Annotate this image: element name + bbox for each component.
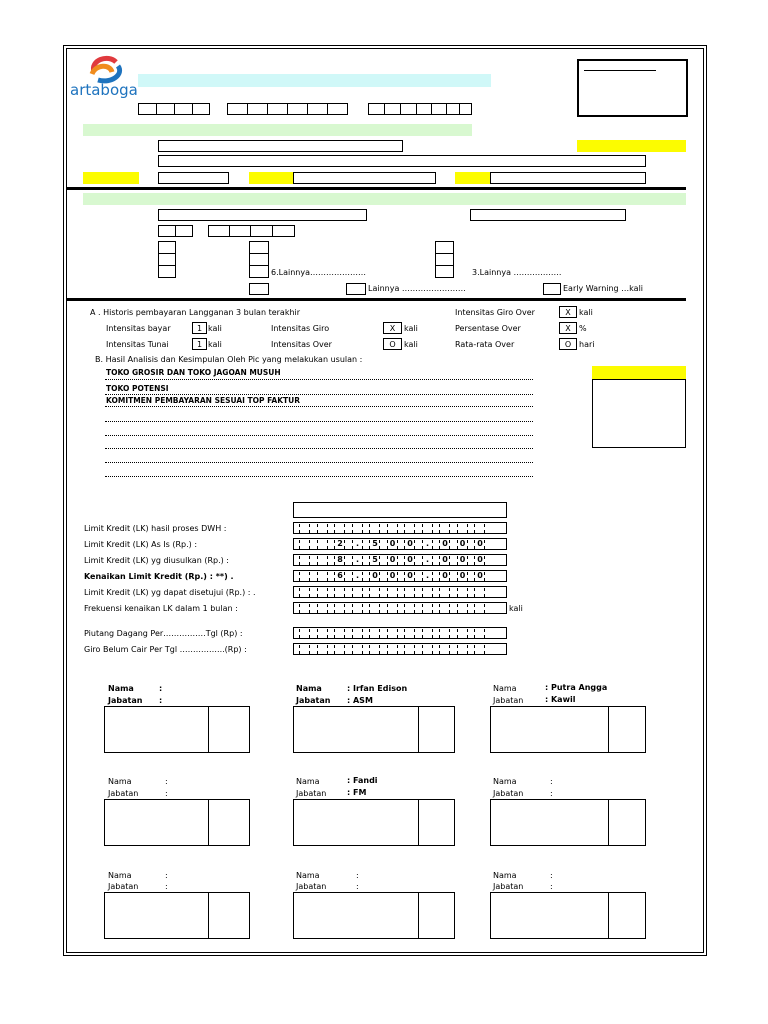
rata-over-unit: hari [579, 340, 595, 349]
code-box-3[interactable] [368, 103, 472, 115]
approval-box [592, 379, 686, 448]
stamp-line [584, 70, 656, 71]
digit-separator [327, 604, 328, 613]
analysis-heading: B. Hasil Analisis dan Kesimpulan Oleh Pic yang melakukan usulan : [95, 355, 363, 364]
frekuensi-field[interactable] [293, 602, 507, 614]
section-bar-1 [83, 124, 472, 136]
limit-disetujui-field[interactable] [293, 586, 507, 598]
company-logo [68, 52, 142, 100]
digit-separator [344, 629, 345, 638]
digit-separator [414, 629, 415, 638]
digit-cell: . [355, 539, 360, 548]
digit-separator [484, 629, 485, 638]
digit-separator [422, 645, 423, 654]
section-divider-1 [66, 187, 686, 190]
digit-separator [484, 645, 485, 654]
digit-separator [299, 604, 300, 613]
section-bar-2 [83, 193, 686, 205]
digit-separator [317, 629, 318, 638]
sig1-jabatan-value: : [159, 696, 163, 705]
digit-cell: 0 [442, 539, 448, 548]
limit-diusulkan-label: Limit Kredit (LK) yg diusulkan (Rp.) : [84, 556, 229, 565]
digit-separator [404, 604, 405, 613]
digit-separator [309, 604, 310, 613]
digit-separator [299, 572, 300, 581]
frekuensi-unit: kali [509, 604, 523, 613]
digit-separator [352, 524, 353, 533]
analysis-line-6[interactable] [105, 435, 533, 449]
digit-separator [414, 645, 415, 654]
checkbox-lainnya[interactable] [346, 283, 366, 295]
digit-separator [449, 604, 450, 613]
digit-separator [484, 524, 485, 533]
sig5-box[interactable] [293, 799, 455, 846]
digit-cell: 0 [459, 555, 466, 564]
digit-cell: 2 [337, 539, 343, 548]
checkbox-col-2[interactable] [249, 241, 269, 278]
sig1-nama-label: Nama [108, 684, 134, 693]
int-bayar-label: Intensitas bayar [106, 324, 171, 333]
sig7-nama-label: Nama [108, 871, 132, 880]
rata-over-value[interactable]: O [559, 338, 577, 350]
digit-separator [404, 645, 405, 654]
sig1-jabatan-label: Jabatan [108, 696, 143, 705]
digit-separator [299, 645, 300, 654]
sig7-nama-value: : [165, 871, 168, 880]
digit-separator [467, 588, 468, 597]
digit-separator [484, 604, 485, 613]
sig2-nama-label: Nama [296, 684, 322, 693]
field-pair-2[interactable] [208, 225, 295, 237]
sig2-jabatan-label: Jabatan [296, 696, 331, 705]
digit-separator [334, 604, 335, 613]
sig5-jabatan-label: Jabatan [296, 789, 327, 798]
field-pair-1[interactable] [158, 225, 193, 237]
code-box-2[interactable] [227, 103, 348, 115]
rata-over-label: Rata-rata Over [455, 340, 515, 349]
digit-separator [369, 588, 370, 597]
sig9-box[interactable] [490, 892, 646, 939]
int-giro-over-value[interactable]: X [559, 306, 577, 318]
digit-separator [344, 588, 345, 597]
digit-separator [467, 645, 468, 654]
digit-separator [457, 524, 458, 533]
limit-dwh-field[interactable] [293, 522, 507, 534]
digit-cell: 0 [477, 555, 483, 564]
digit-separator [352, 629, 353, 638]
checkbox-col-3[interactable] [435, 241, 454, 278]
digit-cell: 8 [337, 555, 343, 564]
digit-separator [397, 524, 398, 533]
digit-separator [334, 524, 335, 533]
digit-separator [334, 629, 335, 638]
sig4-box[interactable] [104, 799, 250, 846]
limit-diusulkan-field[interactable] [293, 554, 507, 566]
digit-separator [387, 604, 388, 613]
option-early-warning: Early Warning …kali [563, 284, 644, 293]
approval-highlight [592, 366, 686, 379]
piutang-label: Piutang Dagang Per…………….Tgl (Rp) : [84, 629, 243, 638]
sig6-jabatan-label: Jabatan [493, 789, 524, 798]
digit-cell: 0 [389, 539, 396, 548]
sig3-jabatan-label: Jabatan [493, 696, 524, 705]
digit-cell: 0 [477, 571, 483, 580]
digit-cell: . [425, 571, 430, 580]
digit-separator [362, 588, 363, 597]
sig3-nama-value: : Putra Angga [545, 683, 608, 692]
analysis-line-3[interactable] [105, 393, 533, 407]
int-giro-over-label: Intensitas Giro Over [455, 308, 535, 317]
int-over-unit: kali [404, 340, 418, 349]
digit-separator [467, 629, 468, 638]
int-tunai-unit: kali [208, 340, 222, 349]
digit-separator [432, 629, 433, 638]
field-small-1[interactable] [158, 172, 229, 184]
digit-separator [397, 604, 398, 613]
digit-separator [344, 645, 345, 654]
digit-separator [467, 524, 468, 533]
limit-dwh-label: Limit Kredit (LK) hasil proses DWH : [84, 524, 227, 533]
sig5-nama-label: Nama [296, 777, 320, 786]
option-lainnya: Lainnya …………………… [368, 284, 466, 293]
digit-separator [432, 524, 433, 533]
digit-separator [299, 540, 300, 549]
analysis-line-1[interactable] [105, 366, 533, 380]
section-divider-2 [66, 298, 686, 301]
digit-separator [414, 604, 415, 613]
digit-separator [327, 572, 328, 581]
giro-label: Giro Belum Cair Per Tgl ……………..(Rp) : [84, 645, 247, 654]
digit-separator [299, 629, 300, 638]
digit-separator [309, 572, 310, 581]
form-title-bar [138, 74, 491, 87]
persen-over-value[interactable]: X [559, 322, 577, 334]
int-giro-label: Intensitas Giro [271, 324, 330, 333]
int-giro-over-unit: kali [579, 308, 593, 317]
limit-header-box [293, 502, 507, 518]
digit-separator [379, 645, 380, 654]
digit-separator [457, 629, 458, 638]
digit-separator [317, 524, 318, 533]
sig2-nama-value: : Irfan Edison [347, 684, 408, 693]
digit-separator [327, 556, 328, 565]
digit-separator [397, 629, 398, 638]
sig9-nama-value: : [550, 871, 553, 880]
digit-separator [457, 604, 458, 613]
digit-separator [474, 588, 475, 597]
digit-separator [327, 540, 328, 549]
sig8-nama-label: Nama [296, 871, 320, 880]
sig8-jabatan-label: Jabatan [296, 882, 327, 891]
limit-kenaikan-field[interactable] [293, 570, 507, 582]
field-address[interactable] [158, 155, 646, 167]
sig3-box[interactable] [490, 706, 646, 753]
digit-cell: 0 [477, 539, 483, 548]
digit-separator [404, 524, 405, 533]
digit-separator [439, 645, 440, 654]
sig8-box[interactable] [293, 892, 455, 939]
digit-cell: 0 [407, 571, 413, 580]
digit-separator [327, 645, 328, 654]
digit-separator [432, 588, 433, 597]
digit-separator [422, 629, 423, 638]
option-lainnya-3: 3.Lainnya ……………… [472, 268, 562, 277]
digit-cell: 0 [407, 539, 413, 548]
limit-kenaikan-label: Kenaikan Limit Kredit (Rp.) : **) . [84, 572, 234, 581]
digit-separator [387, 524, 388, 533]
digit-separator [369, 629, 370, 638]
frekuensi-label: Frekuensi kenaikan LK dalam 1 bulan : [84, 604, 238, 613]
digit-separator [379, 604, 380, 613]
code-box-1[interactable] [138, 103, 210, 115]
digit-separator [474, 604, 475, 613]
digit-cell: 0 [389, 555, 396, 564]
sig8-jabatan-value: : [356, 882, 359, 891]
digit-separator [387, 588, 388, 597]
int-tunai-label: Intensitas Tunai [106, 340, 169, 349]
digit-separator [449, 645, 450, 654]
digit-separator [422, 588, 423, 597]
checkbox-early-warning[interactable] [543, 283, 561, 295]
digit-separator [449, 629, 450, 638]
digit-separator [309, 645, 310, 654]
analysis-text-3: KOMITMEN PEMBAYARAN SESUAI TOP FAKTUR [106, 396, 301, 405]
piutang-field[interactable] [293, 627, 507, 639]
sig6-nama-value: : [550, 777, 553, 786]
digit-separator [404, 629, 405, 638]
sig7-jabatan-label: Jabatan [108, 882, 139, 891]
digit-cell: 5 [372, 555, 378, 564]
digit-separator [387, 629, 388, 638]
digit-separator [414, 524, 415, 533]
digit-cell: . [425, 555, 430, 564]
digit-separator [334, 588, 335, 597]
digit-cell: 6 [337, 571, 343, 580]
digit-separator [484, 588, 485, 597]
digit-separator [317, 588, 318, 597]
int-giro-value[interactable]: X [383, 322, 402, 334]
digit-separator [317, 645, 318, 654]
digit-cell: 0 [442, 555, 448, 564]
digit-separator [309, 629, 310, 638]
digit-separator [379, 588, 380, 597]
digit-separator [474, 524, 475, 533]
sig9-jabatan-value: : [550, 882, 553, 891]
highlight-label-2 [249, 172, 293, 184]
analysis-text-1: TOKO GROSIR DAN TOKO JAGOAN MUSUH [106, 368, 281, 377]
checkbox-extra[interactable] [249, 283, 269, 295]
digit-separator [327, 629, 328, 638]
int-giro-unit: kali [404, 324, 418, 333]
sig1-nama-value: : [159, 684, 163, 693]
digit-separator [352, 645, 353, 654]
digit-separator [362, 604, 363, 613]
digit-separator [439, 629, 440, 638]
sig4-nama-label: Nama [108, 777, 132, 786]
analysis-line-8[interactable] [105, 463, 533, 477]
digit-separator [309, 588, 310, 597]
logo-text: artaboga [70, 81, 138, 99]
digit-separator [397, 645, 398, 654]
digit-separator [414, 588, 415, 597]
digit-cell: 5 [372, 539, 378, 548]
digit-separator [369, 604, 370, 613]
sig6-jabatan-value: : [550, 789, 553, 798]
analysis-line-5[interactable] [105, 422, 533, 436]
digit-separator [449, 524, 450, 533]
int-over-value[interactable]: O [383, 338, 402, 350]
digit-separator [299, 556, 300, 565]
digit-separator [432, 645, 433, 654]
digit-cell: 0 [372, 571, 378, 580]
persen-over-unit: % [579, 324, 587, 333]
digit-separator [299, 588, 300, 597]
field-name[interactable] [158, 140, 403, 152]
digit-separator [439, 604, 440, 613]
digit-separator [369, 645, 370, 654]
sig4-nama-value: : [165, 777, 168, 786]
digit-separator [334, 645, 335, 654]
analysis-text-2: TOKO POTENSI [106, 384, 169, 393]
field-long-2[interactable] [470, 209, 626, 221]
limit-asis-label: Limit Kredit (LK) As Is (Rp.) : [84, 540, 198, 549]
digit-separator [309, 524, 310, 533]
persen-over-label: Persentase Over [455, 324, 521, 333]
digit-cell: . [425, 539, 430, 548]
highlight-label-1 [83, 172, 139, 184]
digit-separator [379, 629, 380, 638]
checkbox-col-1[interactable] [158, 241, 176, 278]
digit-separator [474, 629, 475, 638]
highlight-code [577, 140, 686, 152]
digit-cell: . [355, 555, 360, 564]
digit-separator [309, 556, 310, 565]
digit-cell: 0 [459, 571, 466, 580]
digit-separator [449, 588, 450, 597]
digit-separator [369, 524, 370, 533]
digit-separator [309, 540, 310, 549]
sig6-nama-label: Nama [493, 777, 517, 786]
sig2-box[interactable] [293, 706, 455, 753]
digit-cell: 0 [389, 571, 396, 580]
limit-disetujui-label: Limit Kredit (LK) yg dapat disetujui (Rp.) : . [84, 588, 256, 597]
sig6-box[interactable] [490, 799, 646, 846]
digit-cell: . [355, 571, 360, 580]
digit-separator [439, 588, 440, 597]
digit-separator [344, 524, 345, 533]
sig1-box[interactable] [104, 706, 250, 753]
digit-separator [299, 524, 300, 533]
digit-separator [362, 629, 363, 638]
digit-separator [474, 645, 475, 654]
sig7-box[interactable] [104, 892, 250, 939]
int-bayar-value[interactable]: 1 [192, 322, 207, 334]
digit-separator [317, 604, 318, 613]
analysis-line-7[interactable] [105, 449, 533, 463]
sig7-jabatan-value: : [165, 882, 168, 891]
sig8-nama-value: : [356, 871, 359, 880]
sig2-jabatan-value: : ASM [347, 696, 373, 705]
option-lainnya-6: 6.Lainnya………………… [271, 268, 366, 277]
sig9-jabatan-label: Jabatan [493, 882, 524, 891]
field-medium-1[interactable] [293, 172, 436, 184]
highlight-label-3 [455, 172, 490, 184]
field-medium-2[interactable] [490, 172, 646, 184]
digit-separator [317, 572, 318, 581]
digit-separator [422, 524, 423, 533]
digit-cell: 0 [459, 539, 466, 548]
sig3-jabatan-value: : Kawil [545, 695, 576, 704]
digit-separator [327, 524, 328, 533]
int-bayar-unit: kali [208, 324, 222, 333]
field-long-1[interactable] [158, 209, 367, 221]
sig4-jabatan-label: Jabatan [108, 789, 139, 798]
digit-separator [457, 588, 458, 597]
digit-separator [317, 540, 318, 549]
limit-asis-field[interactable] [293, 538, 507, 550]
sig5-jabatan-value: : FM [347, 788, 367, 797]
sig9-nama-label: Nama [493, 871, 517, 880]
digit-separator [379, 524, 380, 533]
digit-separator [327, 588, 328, 597]
historis-heading: A . Historis pembayaran Langganan 3 bulan terakhir [90, 308, 301, 317]
digit-separator [344, 604, 345, 613]
digit-separator [439, 524, 440, 533]
sig4-jabatan-value: : [165, 789, 168, 798]
stamp-box [577, 59, 688, 117]
digit-separator [467, 604, 468, 613]
sig5-nama-value: : Fandi [347, 776, 378, 785]
digit-cell: 0 [442, 571, 448, 580]
digit-separator [352, 588, 353, 597]
digit-separator [422, 604, 423, 613]
digit-separator [457, 645, 458, 654]
analysis-line-4[interactable] [105, 408, 533, 422]
sig3-nama-label: Nama [493, 684, 517, 693]
digit-separator [432, 604, 433, 613]
digit-separator [362, 524, 363, 533]
digit-cell: 0 [407, 555, 413, 564]
giro-field[interactable] [293, 643, 507, 655]
digit-separator [397, 588, 398, 597]
digit-separator [387, 645, 388, 654]
digit-separator [404, 588, 405, 597]
int-over-label: Intensitas Over [271, 340, 332, 349]
int-tunai-value[interactable]: 1 [192, 338, 207, 350]
digit-separator [362, 645, 363, 654]
digit-separator [352, 604, 353, 613]
digit-separator [317, 556, 318, 565]
